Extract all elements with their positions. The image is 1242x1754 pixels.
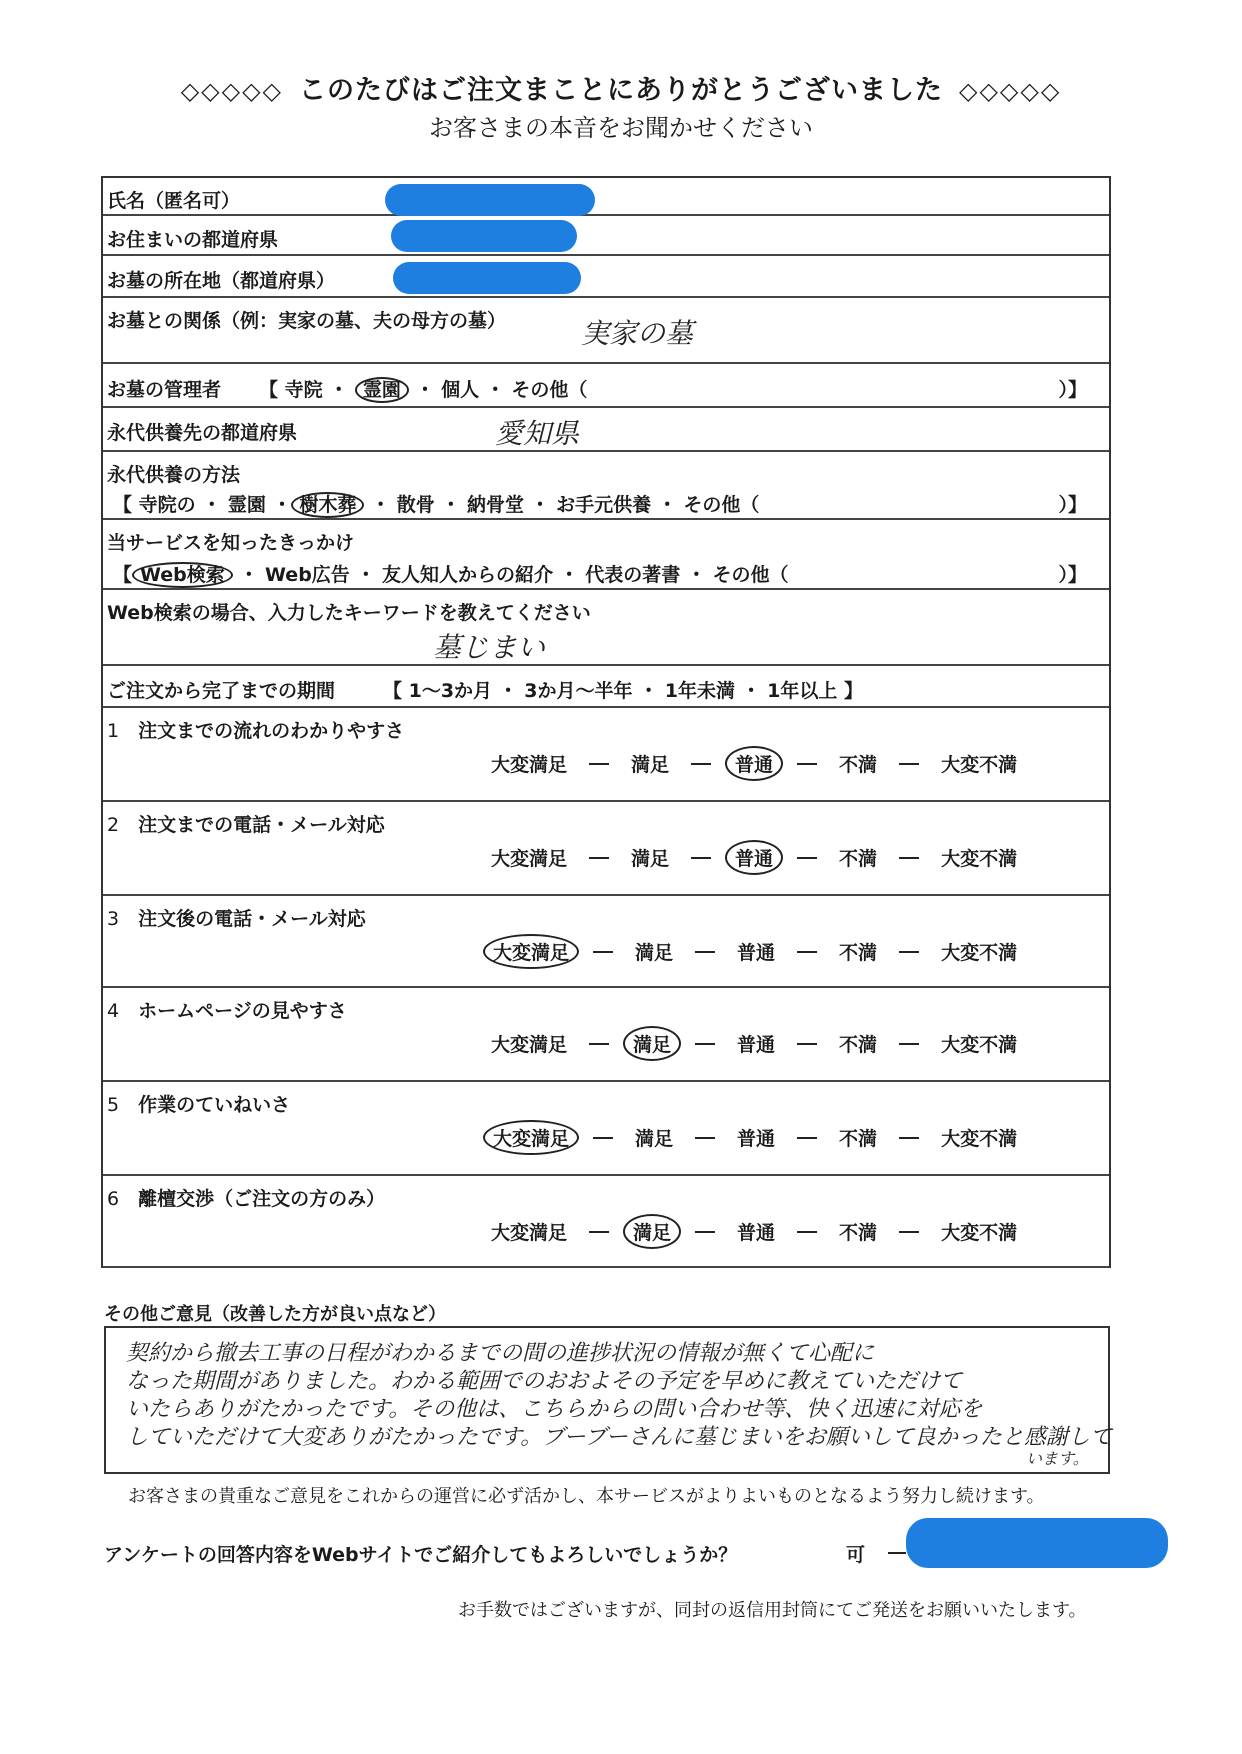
rating-label — [107, 904, 366, 931]
scale-option: 大変満足 — [491, 754, 568, 776]
rating-scale — [483, 1120, 1025, 1155]
rating-number: 1 — [107, 720, 120, 742]
scale-dash — [589, 763, 609, 765]
survey-form — [101, 176, 1111, 1268]
rating-question: ホームページの見やすさ — [138, 1000, 347, 1022]
page-subtitle: お客さまの本音をお聞かせください — [429, 114, 813, 142]
keyword-value: 墓じまい — [433, 631, 546, 664]
scale-dash — [899, 951, 919, 953]
manager-options — [259, 375, 587, 402]
memorial-close-bracket: ）】 — [1058, 494, 1087, 516]
scale-option: 満足 — [635, 942, 674, 964]
period-label: ご注文から完了までの期間 — [107, 680, 336, 702]
scale-option-selected: 満足 — [623, 1026, 681, 1061]
scale-dash — [695, 1043, 715, 1045]
scale-option: 大変不満 — [941, 754, 1018, 776]
scale-option: 普通 — [737, 1034, 776, 1056]
rating-number: 5 — [107, 1094, 120, 1116]
source-opt-rest: ・ Web広告 ・ 友人知人からの紹介 ・ 代表の著書 ・ その他（ — [232, 564, 789, 586]
scale-dash — [797, 1043, 817, 1045]
scale-option: 不満 — [839, 754, 878, 776]
scale-dash — [899, 857, 919, 859]
web-permission-question: アンケートの回答内容をWebサイトでご紹介してもよろしいでしょうか？ — [104, 1544, 738, 1566]
rating-number: 4 — [107, 1000, 120, 1022]
diamonds-right: ◇◇◇◇◇ — [959, 77, 1062, 105]
rating-question: 離檀交渉（ご注文の方のみ） — [138, 1188, 386, 1210]
rating-label — [107, 1090, 290, 1117]
scale-option-selected: 普通 — [725, 746, 783, 781]
memorial-pref-value: 愛知県 — [495, 417, 580, 450]
rating-label — [107, 810, 385, 837]
scale-option: 不満 — [839, 942, 878, 964]
scale-option: 満足 — [635, 1128, 674, 1150]
scale-dash — [589, 857, 609, 859]
grave-location-row — [103, 256, 1109, 298]
page-title — [0, 68, 1242, 107]
scale-dash — [593, 951, 613, 953]
rating-number: 2 — [107, 814, 120, 836]
rating-scale — [483, 746, 1025, 781]
comments-box — [104, 1326, 1110, 1474]
scale-dash — [593, 1137, 613, 1139]
ratings-section — [103, 708, 1109, 1268]
manager-label: お墓の管理者 — [107, 379, 222, 401]
scale-option: 満足 — [631, 754, 670, 776]
source-options — [113, 560, 788, 587]
scale-option: 大変不満 — [941, 942, 1018, 964]
period-options: 【 1〜3か月 ・ 3か月〜半年 ・ 1年未満 ・ 1年以上 】 — [383, 680, 864, 702]
rating-question: 注文後の電話・メール対応 — [138, 908, 366, 930]
rating-label — [107, 716, 404, 743]
comment-line: います。 — [1026, 1449, 1089, 1468]
scale-dash — [695, 951, 715, 953]
rating-question: 注文までの電話・メール対応 — [138, 814, 385, 836]
scale-option: 普通 — [737, 1222, 776, 1244]
rating-label — [107, 1184, 385, 1211]
memorial-pref-row — [103, 408, 1109, 452]
scale-option: 不満 — [839, 1034, 878, 1056]
prefecture-redaction — [391, 220, 577, 252]
manager-opt-rest: ・ 個人 ・ その他（ — [408, 379, 588, 401]
comment-line: いたらありがたかったです。その他は、こちらからの問い合わせ等、快く迅速に対応を — [126, 1397, 983, 1422]
manager-close-bracket: ）】 — [1058, 379, 1087, 401]
name-redaction — [385, 184, 595, 216]
rating-row — [103, 708, 1109, 802]
grave-location-redaction — [393, 262, 581, 294]
grave-location-label: お墓の所在地（都道府県） — [107, 270, 336, 292]
scale-dash — [589, 1231, 609, 1233]
scale-option: 満足 — [631, 848, 670, 870]
scale-option-selected: 普通 — [725, 840, 783, 875]
name-row — [103, 178, 1109, 216]
source-opt-bracket: 【 — [113, 564, 133, 586]
scale-option: 不満 — [839, 1128, 878, 1150]
scale-dash — [797, 1231, 817, 1233]
scale-dash — [899, 1137, 919, 1139]
thanks-text: お客さまの貴重なご意見をこれからの運営に必ず活かし、本サービスがよりよいものとなるよう努力し続けます。 — [128, 1486, 1045, 1507]
keyword-row — [103, 590, 1109, 666]
scale-dash — [695, 1137, 715, 1139]
memorial-method-row — [103, 452, 1109, 520]
scale-option-selected: 大変満足 — [483, 934, 579, 969]
memorial-opt-rest: ・ 散骨 ・ 納骨堂 ・ お手元供養 ・ その他（ — [364, 494, 760, 516]
rating-row — [103, 1082, 1109, 1176]
rating-number: 3 — [107, 908, 120, 930]
source-label: 当サービスを知ったきっかけ — [107, 532, 355, 554]
memorial-method-label: 永代供養の方法 — [107, 464, 241, 486]
prefecture-row — [103, 216, 1109, 256]
memorial-pref-label: 永代供養先の都道府県 — [107, 422, 298, 444]
rating-scale — [483, 1214, 1025, 1249]
scale-option: 普通 — [737, 1128, 776, 1150]
scale-option: 大変不満 — [941, 1222, 1018, 1244]
scale-option: 大変不満 — [941, 1034, 1018, 1056]
scale-option: 大変満足 — [491, 1034, 568, 1056]
period-row — [103, 666, 1109, 708]
footer-note: お手数ではございますが、同封の返信用封筒にてご発送をお願いいたします。 — [458, 1600, 1087, 1621]
rating-question: 注文までの流れのわかりやすさ — [138, 720, 405, 742]
scale-dash — [691, 857, 711, 859]
web-permission-ok: 可 — [846, 1544, 866, 1566]
manager-row — [103, 364, 1109, 408]
scale-dash — [899, 763, 919, 765]
signature-redaction — [906, 1518, 1168, 1568]
rating-number: 6 — [107, 1188, 120, 1210]
scale-option-selected: 満足 — [623, 1214, 681, 1249]
rating-row — [103, 896, 1109, 988]
rating-scale — [483, 934, 1025, 969]
source-opt-web-search-selected: Web検索 — [132, 562, 233, 588]
rating-row — [103, 802, 1109, 896]
scale-option: 大変満足 — [491, 1222, 568, 1244]
title-text: このたびはご注文まことにありがとうございました — [299, 75, 943, 106]
name-label: 氏名（匿名可） — [107, 190, 241, 212]
comment-line: なった期間がありました。わかる範囲でのおおよその予定を早めに教えていただけて — [126, 1369, 963, 1394]
scale-option: 大変不満 — [941, 1128, 1018, 1150]
scale-dash — [695, 1231, 715, 1233]
rating-question: 作業のていねいさ — [138, 1094, 291, 1116]
rating-row — [103, 988, 1109, 1082]
rating-scale — [483, 1026, 1025, 1061]
prefecture-label: お住まいの都道府県 — [107, 229, 279, 251]
manager-opt-temple: 【 寺院 ・ — [259, 379, 355, 401]
scale-option: 大変満足 — [491, 848, 568, 870]
memorial-opt-tree-burial-selected: 樹木葬 — [291, 492, 364, 518]
relation-value: 実家の墓 — [581, 317, 694, 350]
scale-dash — [691, 763, 711, 765]
scale-dash — [797, 763, 817, 765]
scale-dash — [797, 857, 817, 859]
scale-dash — [899, 1043, 919, 1045]
scale-option: 普通 — [737, 942, 776, 964]
manager-opt-cemetery-selected: 霊園 — [355, 377, 409, 403]
rating-label — [107, 996, 347, 1023]
diamonds-left: ◇◇◇◇◇ — [180, 77, 283, 105]
scale-option: 不満 — [839, 1222, 878, 1244]
relation-row — [103, 298, 1109, 364]
scale-option-selected: 大変満足 — [483, 1120, 579, 1155]
scale-dash — [899, 1231, 919, 1233]
scale-option: 不満 — [839, 848, 878, 870]
comments-label: その他ご意見（改善した方が良い点など） — [104, 1304, 446, 1325]
scale-option: 大変不満 — [941, 848, 1018, 870]
scale-dash — [797, 1137, 817, 1139]
scale-dash — [589, 1043, 609, 1045]
web-permission-dash — [888, 1552, 906, 1554]
source-row — [103, 520, 1109, 590]
source-close-bracket: ）】 — [1058, 564, 1087, 586]
comment-line: 契約から撤去工事の日程がわかるまでの間の進捗状況の情報が無くて心配に — [126, 1341, 875, 1366]
rating-scale — [483, 840, 1025, 875]
rating-row — [103, 1176, 1109, 1268]
comment-line: していただけて大変ありがたかったです。ブーブーさんに墓じまいをお願いして良かったと感謝して — [126, 1425, 1112, 1450]
scale-dash — [797, 951, 817, 953]
keyword-label: Web検索の場合、入力したキーワードを教えてください — [107, 602, 591, 624]
relation-label: お墓との関係（例：実家の墓、夫の母方の墓） — [107, 310, 507, 332]
memorial-opt-first: 【 寺院の ・ 霊園 ・ — [113, 494, 292, 516]
memorial-method-options — [113, 490, 759, 517]
